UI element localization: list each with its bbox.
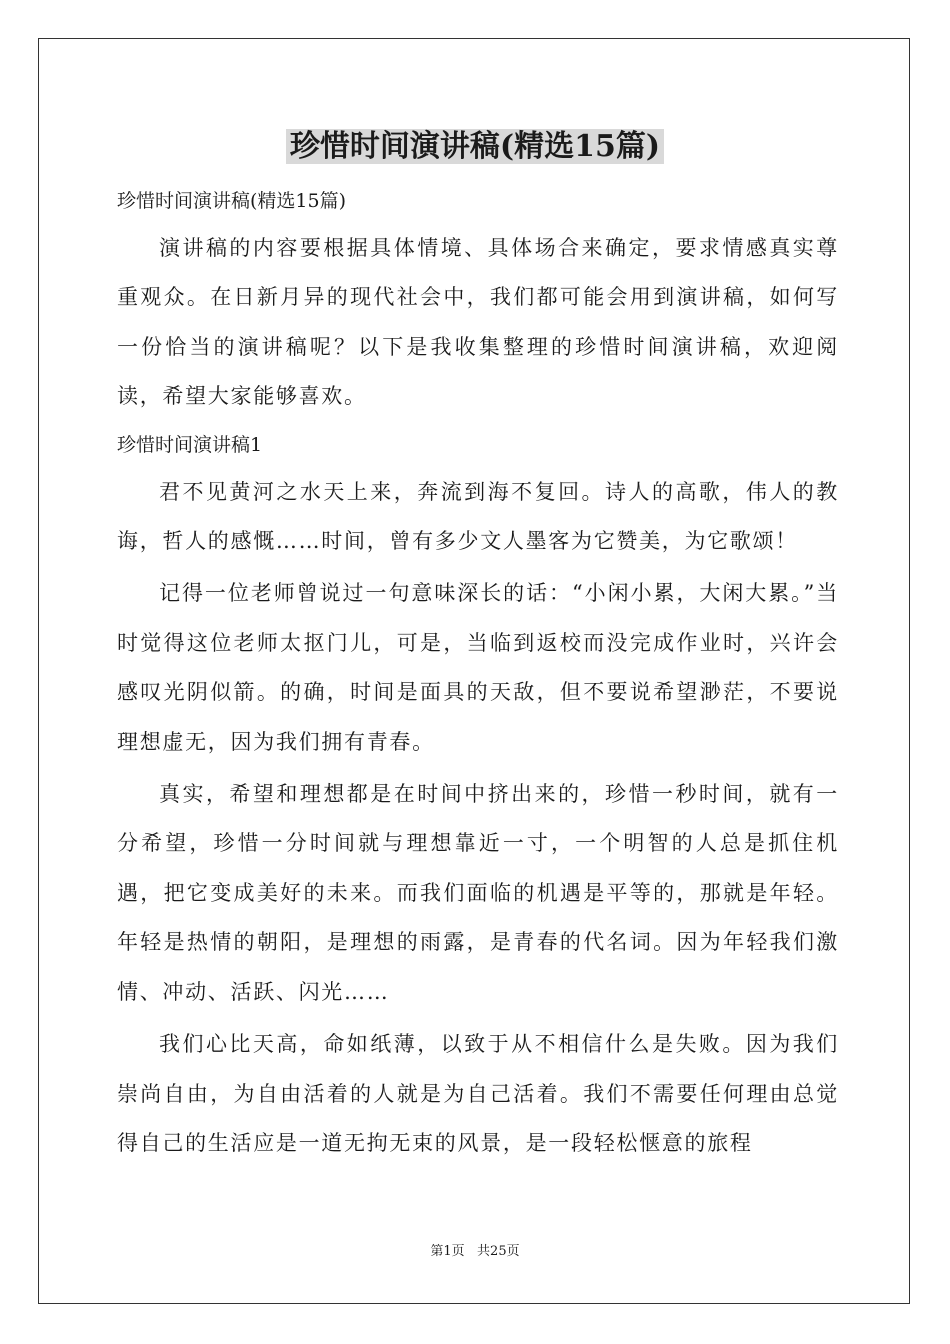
document-subtitle: 珍惜时间演讲稿(精选15篇) (117, 190, 347, 212)
document-title-text: 珍惜时间演讲稿(精选15篇) (286, 129, 664, 164)
document-body (117, 178, 839, 1168)
page-footer: 第1页 共25页 (430, 1244, 520, 1259)
body-paragraph-4: 我们心比天高，命如纸薄，以致于从不相信什么是失败。因为我们崇尚自由，为自由活着的人就是为自己活着。我们不需要任何理由总觉得自己的生活应是一道无拘无束的风景，是一段轻松惬意的旅程 (117, 1032, 839, 1155)
body-paragraph-3: 真实，希望和理想都是在时间中挤出来的，珍惜一秒时间，就有一分希望，珍惜一分时间就与理想靠近一寸，一个明智的人总是抓住机遇，把它变成美好的未来。而我们面临的机遇是平等的，那就是年轻。年轻是热情的朝阳，是理想的雨露，是青春的代名词。因为年轻我们激情、冲动、活跃、闪光…… (117, 782, 839, 1004)
section-heading: 珍惜时间演讲稿1 (117, 433, 263, 456)
document-title (0, 124, 950, 170)
intro-paragraph: 演讲稿的内容要根据具体情境、具体场合来确定，要求情感真实尊重观众。在日新月异的现代社会中，我们都可能会用到演讲稿，如何写一份恰当的演讲稿呢？以下是我收集整理的珍惜时间演讲稿，欢迎阅读，希望大家能够喜欢。 (117, 236, 839, 409)
body-paragraph-1: 君不见黄河之水天上来，奔流到海不复回。诗人的高歌，伟人的教诲，哲人的感慨……时间，曾有多少文人墨客为它赞美，为它歌颂！ (117, 479, 839, 554)
body-paragraph-2: 记得一位老师曾说过一句意味深长的话：“小闲小累，大闲大累。”当时觉得这位老师太抠门儿，可是，当临到返校而没完成作业时，兴许会感叹光阴似箭。的确，时间是面具的天敌，但不要说希望渺茫，不要说理想虚无，因为我们拥有青春。 (117, 581, 839, 754)
